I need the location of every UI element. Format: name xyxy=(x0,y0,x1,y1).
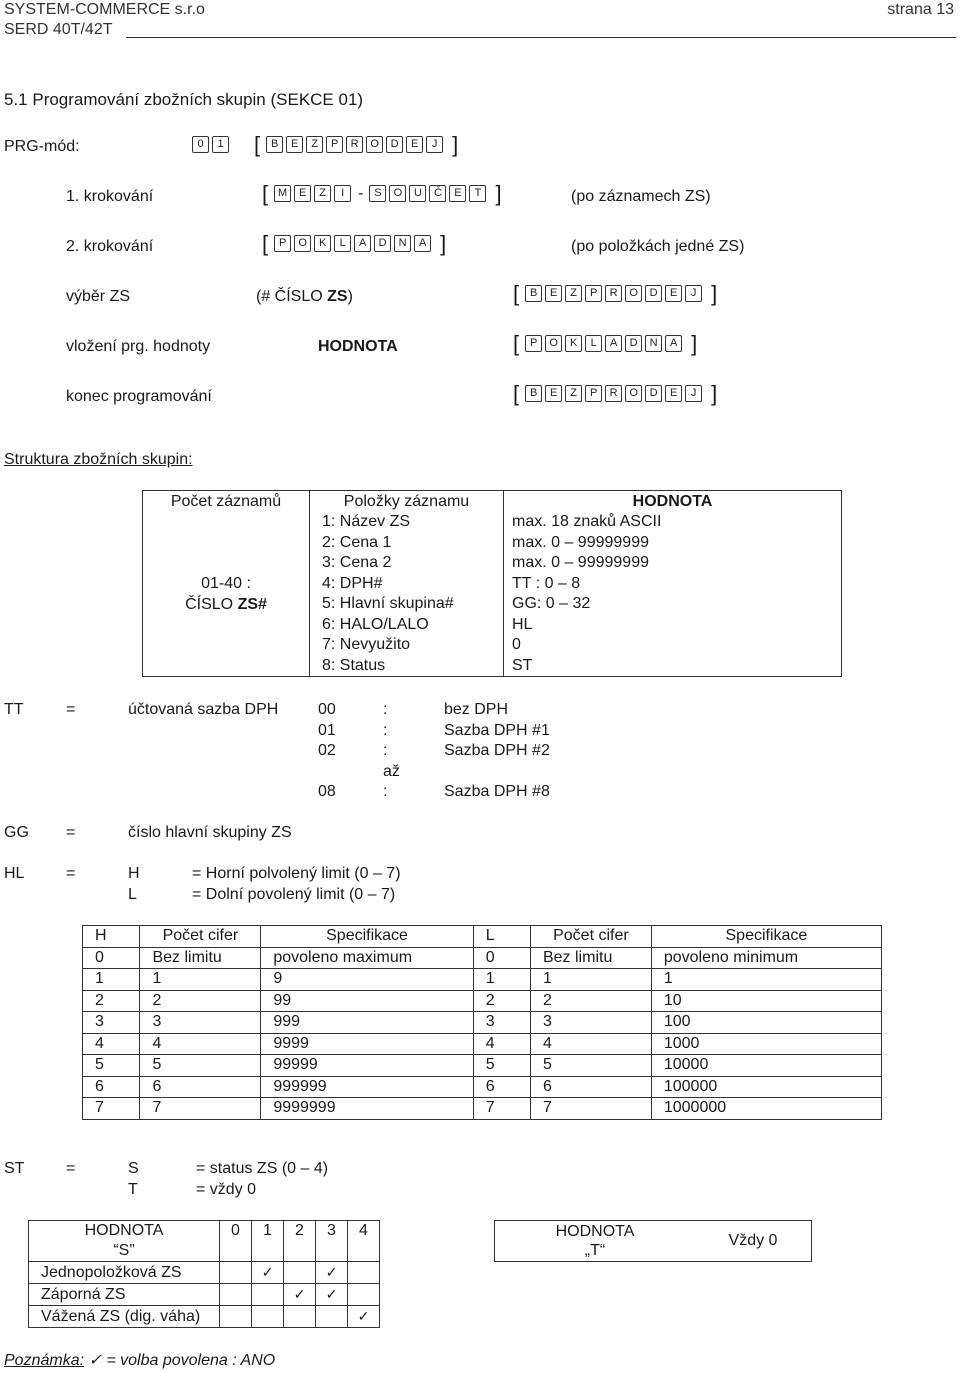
record-value: max. 18 znaků ASCII xyxy=(512,513,662,530)
spec-cell: 9 xyxy=(261,969,473,991)
step-note: (po položkách jedné ZS) xyxy=(571,238,745,255)
key-cap: A xyxy=(665,335,682,352)
note-text: ✓ = volba povolena : ANO xyxy=(88,1352,276,1369)
step-label: výběr ZS xyxy=(66,288,131,305)
spec-cell: 4 xyxy=(473,1033,530,1055)
table-row xyxy=(83,1012,882,1034)
status-check-cell xyxy=(348,1284,380,1306)
bracket-close: ] xyxy=(440,231,447,256)
spec-cell: 4 xyxy=(83,1033,140,1055)
spec-cell: 0 xyxy=(473,947,530,969)
spec-header: Počet cifer xyxy=(140,926,261,948)
key-cap: R xyxy=(605,385,622,402)
spec-cell: 100 xyxy=(651,1012,881,1034)
model-name: SERD 40T/42T xyxy=(4,21,113,38)
spec-cell: povoleno minimum xyxy=(651,947,881,969)
table-row xyxy=(29,1284,380,1306)
key-cap: U xyxy=(409,185,426,202)
spec-cell: 6 xyxy=(83,1076,140,1098)
bracket-open: [ xyxy=(254,132,261,157)
table-row xyxy=(29,1306,380,1328)
bracket-close: ] xyxy=(711,281,718,306)
step2-keys xyxy=(256,233,452,255)
record-item: 4: DPH# xyxy=(322,574,383,592)
record-value: HL xyxy=(512,615,533,633)
hl-key: H xyxy=(128,865,140,882)
tt-desc: účtovaná sazba DPH xyxy=(128,701,279,718)
spec-cell: Bez limitu xyxy=(530,947,651,969)
bracket-close: ] xyxy=(452,132,459,157)
record-value: GG: 0 – 32 xyxy=(512,595,591,612)
gg-abbr: GG xyxy=(4,824,29,841)
spec-cell: 999 xyxy=(261,1012,473,1034)
record-item: 7: Nevyužito xyxy=(322,636,411,653)
key-cap: R xyxy=(605,285,622,302)
status-col-header: 4 xyxy=(348,1221,380,1262)
status-head-sub: “S” xyxy=(113,1242,135,1259)
spec-cell: Bez limitu xyxy=(140,947,261,969)
key-cap: L xyxy=(585,335,602,352)
table-row xyxy=(83,1076,882,1098)
structure-table xyxy=(142,490,842,677)
spec-cell: 1000000 xyxy=(651,1098,881,1120)
key-separator: - xyxy=(358,185,364,202)
step1-keys xyxy=(256,183,508,205)
prg-label: PRG-mód: xyxy=(4,138,80,155)
spec-cell: povoleno maximum xyxy=(261,947,473,969)
key-cap: M xyxy=(274,185,291,202)
equals-sign: = xyxy=(66,824,76,841)
spec-cell: 1 xyxy=(651,969,881,991)
t-head-sub: „T“ xyxy=(584,1242,606,1259)
status-check-cell xyxy=(252,1262,284,1284)
spec-cell: 7 xyxy=(140,1098,261,1120)
record-item: 6: HALO/LALO xyxy=(322,615,429,633)
spec-cell: 2 xyxy=(530,990,651,1012)
table-row xyxy=(83,947,882,969)
status-check-cell xyxy=(348,1262,380,1284)
status-check-cell xyxy=(348,1306,380,1328)
spec-cell: 6 xyxy=(140,1076,261,1098)
key-cap: E xyxy=(286,136,303,153)
key-cap: O xyxy=(294,235,311,252)
st-key: T xyxy=(128,1181,138,1198)
t-head: HODNOTA xyxy=(555,1223,635,1240)
tt-text: Sazba DPH #1 xyxy=(444,721,550,739)
status-col-header: 0 xyxy=(220,1221,252,1262)
st-text: = status ZS (0 – 4) xyxy=(196,1160,329,1177)
spec-cell: 1 xyxy=(83,969,140,991)
record-value: TT : 0 – 8 xyxy=(512,574,581,592)
hl-text: = Dolní povolený limit (0 – 7) xyxy=(192,886,396,903)
step-label: 1. krokování xyxy=(66,188,154,205)
key-cap: E xyxy=(406,136,423,153)
st-abbr: ST xyxy=(4,1160,25,1177)
key-cap: E xyxy=(294,185,311,202)
key-cap: Z xyxy=(306,136,323,153)
spec-header: H xyxy=(83,926,140,948)
bracket-close: ] xyxy=(691,331,698,356)
st-text: = vždy 0 xyxy=(196,1181,257,1198)
key-cap: K xyxy=(565,335,582,352)
step-label: 2. krokování xyxy=(66,238,154,255)
spec-cell: 6 xyxy=(473,1076,530,1098)
step-label: konec programování xyxy=(66,388,212,405)
check-icon: ✓ xyxy=(325,1286,338,1302)
status-check-cell xyxy=(316,1306,348,1328)
key-cap: A xyxy=(414,235,431,252)
key-cap: O xyxy=(389,185,406,202)
key-cap: L xyxy=(334,235,351,252)
values-cell xyxy=(504,512,842,677)
step4-keys xyxy=(507,333,703,355)
key-cap: Č xyxy=(429,185,446,202)
spec-cell: 4 xyxy=(140,1033,261,1055)
tt-code: 01 xyxy=(318,721,336,739)
equals-sign: = xyxy=(66,865,76,882)
step-note: (po záznamech ZS) xyxy=(571,188,711,205)
key-cap: Z xyxy=(314,185,331,202)
key-cap: B xyxy=(525,385,542,402)
tt-text: bez DPH xyxy=(444,701,509,718)
record-value: ST xyxy=(512,656,533,674)
status-check-cell xyxy=(284,1306,316,1328)
spec-cell: 3 xyxy=(83,1012,140,1034)
tt-code: 02 xyxy=(318,742,336,759)
record-item: 1: Název ZS xyxy=(322,513,411,530)
key-cap: E xyxy=(665,385,682,402)
step3-keys xyxy=(507,283,723,305)
hl-key: L xyxy=(128,886,137,903)
col-header: Položky záznamu xyxy=(310,491,504,513)
spec-cell: 3 xyxy=(530,1012,651,1034)
spec-cell: 2 xyxy=(140,990,261,1012)
spec-cell: 999999 xyxy=(261,1076,473,1098)
key-cap: 1 xyxy=(212,136,229,153)
record-item: 2: Cena 1 xyxy=(322,533,392,551)
key-cap: R xyxy=(346,136,363,153)
tt-code: 08 xyxy=(318,783,336,800)
step-label: vložení prg. hodnoty xyxy=(66,338,211,355)
key-cap: E xyxy=(449,185,466,202)
key-cap: O xyxy=(625,285,642,302)
key-cap: O xyxy=(545,335,562,352)
t-value: Vždy 0 xyxy=(728,1232,778,1249)
bracket-close: ] xyxy=(495,181,502,206)
key-cap: E xyxy=(665,285,682,302)
gg-desc: číslo hlavní skupiny ZS xyxy=(128,824,292,841)
tt-text: Sazba DPH #2 xyxy=(444,742,550,759)
items-cell xyxy=(310,512,504,677)
key-cap: E xyxy=(545,385,562,402)
key-cap: P xyxy=(585,385,602,402)
company-name: SYSTEM-COMMERCE s.r.o xyxy=(4,1,205,18)
status-head-title: HODNOTA xyxy=(84,1222,164,1239)
key-cap: O xyxy=(625,385,642,402)
spec-cell: 7 xyxy=(473,1098,530,1120)
spec-header: Specifikace xyxy=(651,926,881,948)
key-cap: 0 xyxy=(192,136,209,153)
spec-cell: 0 xyxy=(83,947,140,969)
key-cap: I xyxy=(334,185,351,202)
status-check-cell xyxy=(220,1306,252,1328)
spec-cell: 7 xyxy=(530,1098,651,1120)
status-col-header: 1 xyxy=(252,1221,284,1262)
prg-mode-keys xyxy=(192,134,464,156)
spec-cell: 5 xyxy=(530,1055,651,1077)
status-check-cell xyxy=(316,1262,348,1284)
spec-cell: 3 xyxy=(140,1012,261,1034)
key-cap: T xyxy=(469,185,486,202)
spec-cell: 1000 xyxy=(651,1033,881,1055)
table-row xyxy=(83,1055,882,1077)
key-cap: P xyxy=(585,285,602,302)
table-row xyxy=(83,1033,882,1055)
key-cap: Z xyxy=(565,285,582,302)
section-title: 5.1 Programování zbožních skupin (SEKCE 01) xyxy=(4,90,364,109)
hl-text: = Horní polvolený limit (0 – 7) xyxy=(192,865,401,882)
col-header: HODNOTA xyxy=(632,493,713,510)
status-head xyxy=(29,1221,220,1262)
spec-cell: 1 xyxy=(140,969,261,991)
status-check-cell xyxy=(252,1284,284,1306)
spec-cell: 99999 xyxy=(261,1055,473,1077)
key-cap: A xyxy=(605,335,622,352)
spec-cell: 9999 xyxy=(261,1033,473,1055)
spec-cell: 2 xyxy=(473,990,530,1012)
key-cap: P xyxy=(326,136,343,153)
key-cap: E xyxy=(545,285,562,302)
tt-abbr: TT xyxy=(4,701,24,718)
key-cap: D xyxy=(645,285,662,302)
check-icon: ✓ xyxy=(261,1264,274,1280)
status-check-cell xyxy=(220,1262,252,1284)
status-row-label: Záporná ZS xyxy=(29,1284,220,1306)
bracket-open: [ xyxy=(262,231,269,256)
spec-header: Počet cifer xyxy=(530,926,651,948)
spec-cell: 5 xyxy=(140,1055,261,1077)
step-value: (# ČÍSLO ZS) xyxy=(256,288,353,305)
tt-code: 00 xyxy=(318,701,336,718)
check-icon: ✓ xyxy=(357,1308,370,1324)
bracket-close: ] xyxy=(711,381,718,406)
key-cap: P xyxy=(525,335,542,352)
check-icon: ✓ xyxy=(293,1286,306,1302)
spec-cell: 5 xyxy=(83,1055,140,1077)
record-value: max. 0 – 99999999 xyxy=(512,554,649,571)
spec-cell: 6 xyxy=(530,1076,651,1098)
record-item: 8: Status xyxy=(322,656,386,674)
page-number: strana 13 xyxy=(887,1,954,18)
key-cap: O xyxy=(366,136,383,153)
table-row xyxy=(83,969,882,991)
spec-cell: 3 xyxy=(473,1012,530,1034)
key-cap: N xyxy=(645,335,662,352)
spec-cell: 100000 xyxy=(651,1076,881,1098)
spec-cell: 7 xyxy=(83,1098,140,1120)
spec-cell: 1 xyxy=(530,969,651,991)
key-cap: B xyxy=(266,136,283,153)
record-value: max. 0 – 99999999 xyxy=(512,533,649,551)
record-item: 3: Cena 2 xyxy=(322,554,392,571)
t-value-box xyxy=(494,1220,812,1262)
tt-sep: : xyxy=(383,783,388,800)
status-col-header: 3 xyxy=(316,1221,348,1262)
status-col-header: 2 xyxy=(284,1221,316,1262)
col-header: Počet záznamů xyxy=(143,491,310,513)
bracket-open: [ xyxy=(262,181,269,206)
spec-cell: 10 xyxy=(651,990,881,1012)
check-icon: ✓ xyxy=(325,1264,338,1280)
note-label: Poznámka: xyxy=(4,1352,85,1369)
spec-cell: 2 xyxy=(83,990,140,1012)
tt-sep: : xyxy=(383,701,388,718)
table-row xyxy=(83,1098,882,1120)
tt-sep: : xyxy=(383,721,388,739)
tt-sep: až xyxy=(383,762,400,780)
key-cap: K xyxy=(314,235,331,252)
key-cap: P xyxy=(274,235,291,252)
record-count-cell xyxy=(143,512,310,677)
spec-header: L xyxy=(473,926,530,948)
status-table xyxy=(28,1220,380,1328)
key-cap: J xyxy=(685,385,702,402)
record-item: 5: Hlavní skupina# xyxy=(322,595,454,612)
record-id xyxy=(147,594,305,655)
record-id-text: ČÍSLO ZS# xyxy=(185,596,267,613)
note xyxy=(4,1353,275,1369)
key-cap: J xyxy=(426,136,443,153)
step-value: HODNOTA xyxy=(318,338,398,355)
status-check-cell xyxy=(284,1262,316,1284)
st-key: S xyxy=(128,1160,139,1177)
limit-spec-table xyxy=(82,925,882,1120)
record-value: 0 xyxy=(512,636,521,653)
key-cap: D xyxy=(645,385,662,402)
key-cap: A xyxy=(354,235,371,252)
status-check-cell xyxy=(284,1284,316,1306)
spec-cell: 99 xyxy=(261,990,473,1012)
key-cap: D xyxy=(625,335,642,352)
status-check-cell xyxy=(220,1284,252,1306)
hl-abbr: HL xyxy=(4,865,25,882)
spec-cell: 1 xyxy=(473,969,530,991)
equals-sign: = xyxy=(66,701,76,718)
spec-cell: 9999999 xyxy=(261,1098,473,1120)
spec-cell: 4 xyxy=(530,1033,651,1055)
status-row-label: Vážená ZS (dig. váha) xyxy=(29,1306,220,1328)
key-cap: J xyxy=(685,285,702,302)
key-cap: D xyxy=(374,235,391,252)
table-row xyxy=(83,990,882,1012)
table-row xyxy=(29,1262,380,1284)
spec-cell: 10000 xyxy=(651,1055,881,1077)
key-cap: Z xyxy=(565,385,582,402)
status-row-label: Jednopoložková ZS xyxy=(29,1262,220,1284)
bracket-open: [ xyxy=(513,381,520,406)
spec-header: Specifikace xyxy=(261,926,473,948)
key-cap: D xyxy=(386,136,403,153)
status-check-cell xyxy=(316,1284,348,1306)
status-check-cell xyxy=(252,1306,284,1328)
key-cap: B xyxy=(525,285,542,302)
step5-keys xyxy=(507,383,723,405)
key-cap: N xyxy=(394,235,411,252)
key-cap: S xyxy=(369,185,386,202)
spec-cell: 5 xyxy=(473,1055,530,1077)
equals-sign: = xyxy=(66,1160,76,1177)
header-rule xyxy=(126,37,956,38)
tt-text: Sazba DPH #8 xyxy=(444,783,550,800)
record-range: 01-40 : xyxy=(201,575,251,592)
bracket-open: [ xyxy=(513,281,520,306)
tt-sep: : xyxy=(383,742,388,759)
structure-title: Struktura zbožních skupin: xyxy=(4,451,193,468)
bracket-open: [ xyxy=(513,331,520,356)
